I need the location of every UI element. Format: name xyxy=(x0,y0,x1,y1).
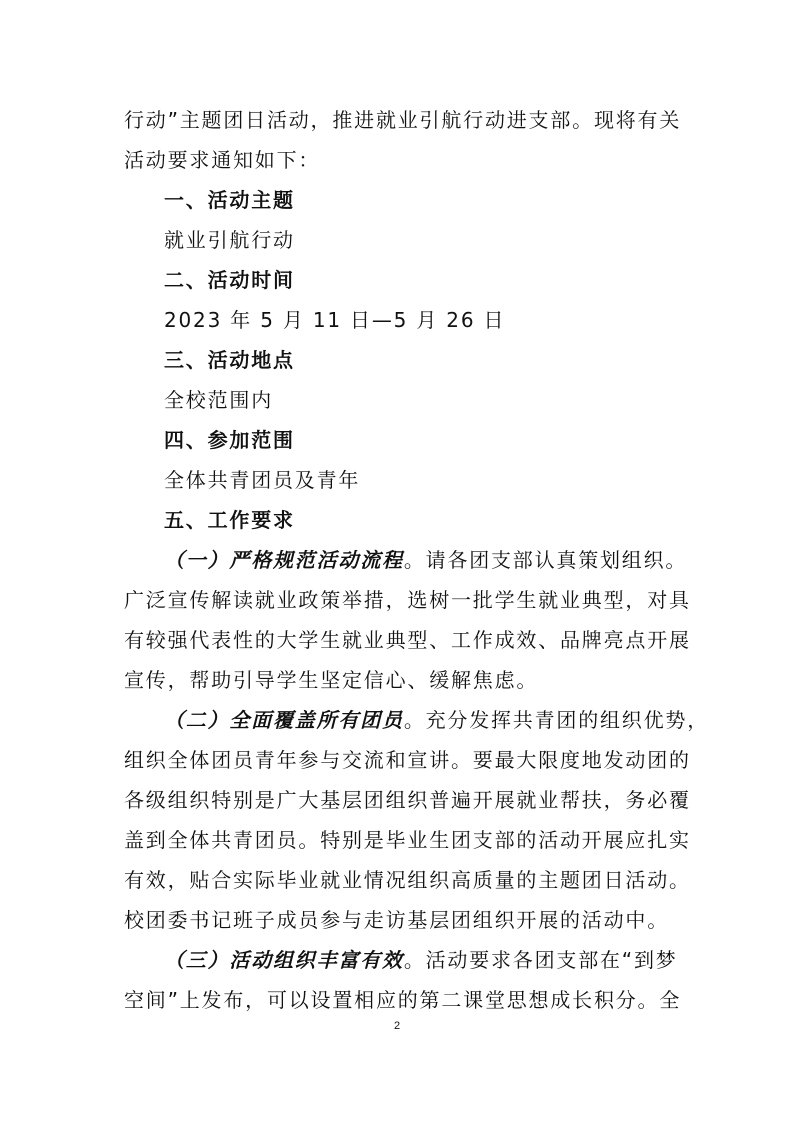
req-1-label: （一）严格规范活动流程 xyxy=(164,548,404,572)
req-2-line-4: 盖到全体共青团员。特别是毕业生团支部的活动开展应扎实 xyxy=(124,828,691,852)
req-3-line-2: 空间”上发布，可以设置相应的第二课堂思想成长积分。全 xyxy=(124,988,682,1012)
intro-line-1: 行动”主题团日活动，推进就业引航行动进支部。现将有关 xyxy=(124,108,682,132)
req-3-line-1 xyxy=(164,940,724,980)
req-3-label: （三）活动组织丰富有效 xyxy=(164,948,404,972)
req-1-line-3: 有较强代表性的大学生就业典型、工作成效、品牌亮点开展 xyxy=(124,628,691,652)
req-2-line-2: 组织全体团员青年参与交流和宣讲。要最大限度地发动团的 xyxy=(124,748,691,772)
req-2-line-6: 校团委书记班子成员参与走访基层团组织开展的活动中。 xyxy=(124,908,669,932)
section-2-content: 2023 年 5 月 11 日—5 月 26 日 xyxy=(164,308,506,332)
req-1-line-2: 广泛宣传解读就业政策举措，选树一批学生就业典型，对具 xyxy=(124,588,691,612)
page-number: 2 xyxy=(393,1020,401,1032)
section-3-heading: 三、活动地点 xyxy=(164,348,295,372)
section-3-content: 全校范围内 xyxy=(164,388,273,412)
req-2-line-1-text: 。充分发挥共青团的组织优势， xyxy=(403,708,710,732)
section-4-heading: 四、参加范围 xyxy=(164,428,295,452)
req-2-line-1 xyxy=(164,700,724,740)
section-5-heading: 五、工作要求 xyxy=(164,508,295,532)
req-1-line-1-text: 。请各团支部认真策划组织。 xyxy=(403,548,688,572)
req-1-line-4: 宣传，帮助引导学生坚定信心、缓解焦虑。 xyxy=(124,668,539,692)
section-1-content: 就业引航行动 xyxy=(164,228,295,252)
req-2-line-3: 各级组织特别是广大基层团组织普遍开展就业帮扶，务必覆 xyxy=(124,788,691,812)
req-2-label: （二）全面覆盖所有团员 xyxy=(164,708,404,732)
req-3-line-1-text: 。活动要求各团支部在“到梦 xyxy=(403,948,678,972)
section-1-heading: 一、活动主题 xyxy=(164,188,295,212)
intro-line-2: 活动要求通知如下： xyxy=(124,148,321,172)
req-2-line-5: 有效，贴合实际毕业就业情况组织高质量的主题团日活动。 xyxy=(124,868,691,892)
section-2-heading: 二、活动时间 xyxy=(164,268,295,292)
req-1-line-1 xyxy=(164,540,724,580)
section-4-content: 全体共青团员及青年 xyxy=(164,468,361,492)
